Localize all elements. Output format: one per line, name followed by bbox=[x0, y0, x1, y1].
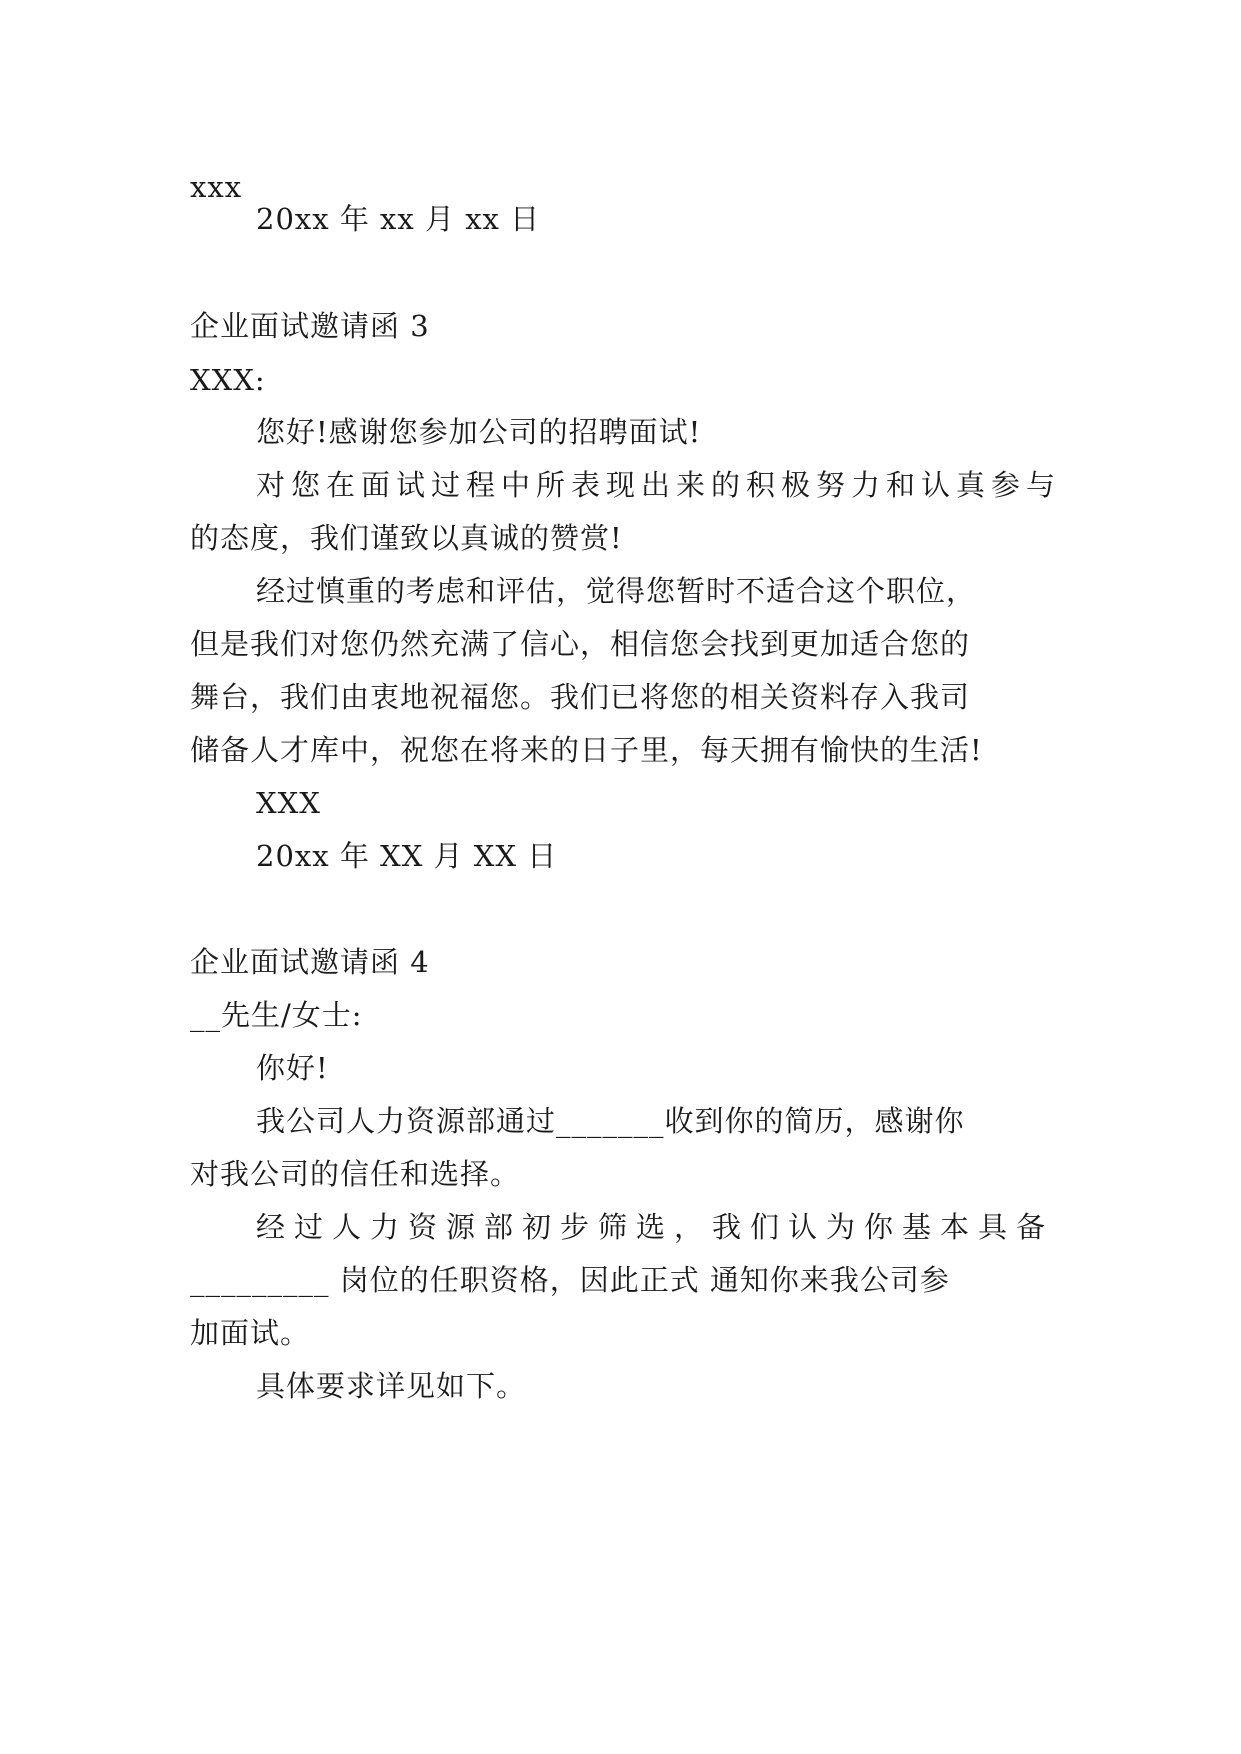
letter2-date: 20xx 年 xx 月 xx 日 bbox=[256, 202, 541, 236]
letter3-para2-line1: 经过慎重的考虑和评估，觉得您暂时不适合这个职位， bbox=[256, 574, 977, 608]
letter4-greeting: 你好! bbox=[256, 1051, 329, 1085]
letter4-para1-line1: 我公司人力资源部通过_______收到你的简历，感谢你 bbox=[256, 1104, 965, 1138]
letter3-title: 企业面试邀请函 3 bbox=[190, 309, 430, 343]
letter3-date: 20xx 年 XX 月 XX 日 bbox=[256, 839, 558, 873]
letter2-signature: xxx bbox=[190, 170, 243, 204]
letter4-para2-line2: _________ 岗位的任职资格，因此正式 通知你来我公司参 bbox=[190, 1263, 950, 1297]
letter3-salutation: XXX: bbox=[190, 363, 266, 397]
letter4-para3-line1: 具体要求详见如下。 bbox=[256, 1369, 527, 1403]
letter3-signature: XXX bbox=[256, 786, 321, 820]
letter3-para2-line4: 储备人才库中，祝您在将来的日子里，每天拥有愉快的生活! bbox=[190, 733, 983, 767]
letter4-para2-line1: 经过人力资源部初步筛选，我们认为你基本具备 bbox=[256, 1210, 1055, 1244]
letter4-para2-line3: 加面试。 bbox=[190, 1316, 311, 1350]
letter4-salutation: __先生/女士: bbox=[190, 998, 363, 1032]
letter3-para2-line3: 舞台，我们由衷地祝福您。我们已将您的相关资料存入我司 bbox=[190, 680, 971, 714]
letter3-para1-line1: 对您在面试过程中所表现出来的积极努力和认真参与 bbox=[256, 468, 1062, 502]
letter3-para2-line2: 但是我们对您仍然充满了信心，相信您会找到更加适合您的 bbox=[190, 627, 971, 661]
letter3-para1-line2: 的态度，我们谨致以真诚的赞赏! bbox=[190, 521, 623, 555]
letter4-para1-line2: 对我公司的信任和选择。 bbox=[190, 1157, 521, 1191]
letter3-greeting: 您好!感谢您参加公司的招聘面试! bbox=[256, 415, 702, 449]
letter4-title: 企业面试邀请函 4 bbox=[190, 945, 430, 979]
